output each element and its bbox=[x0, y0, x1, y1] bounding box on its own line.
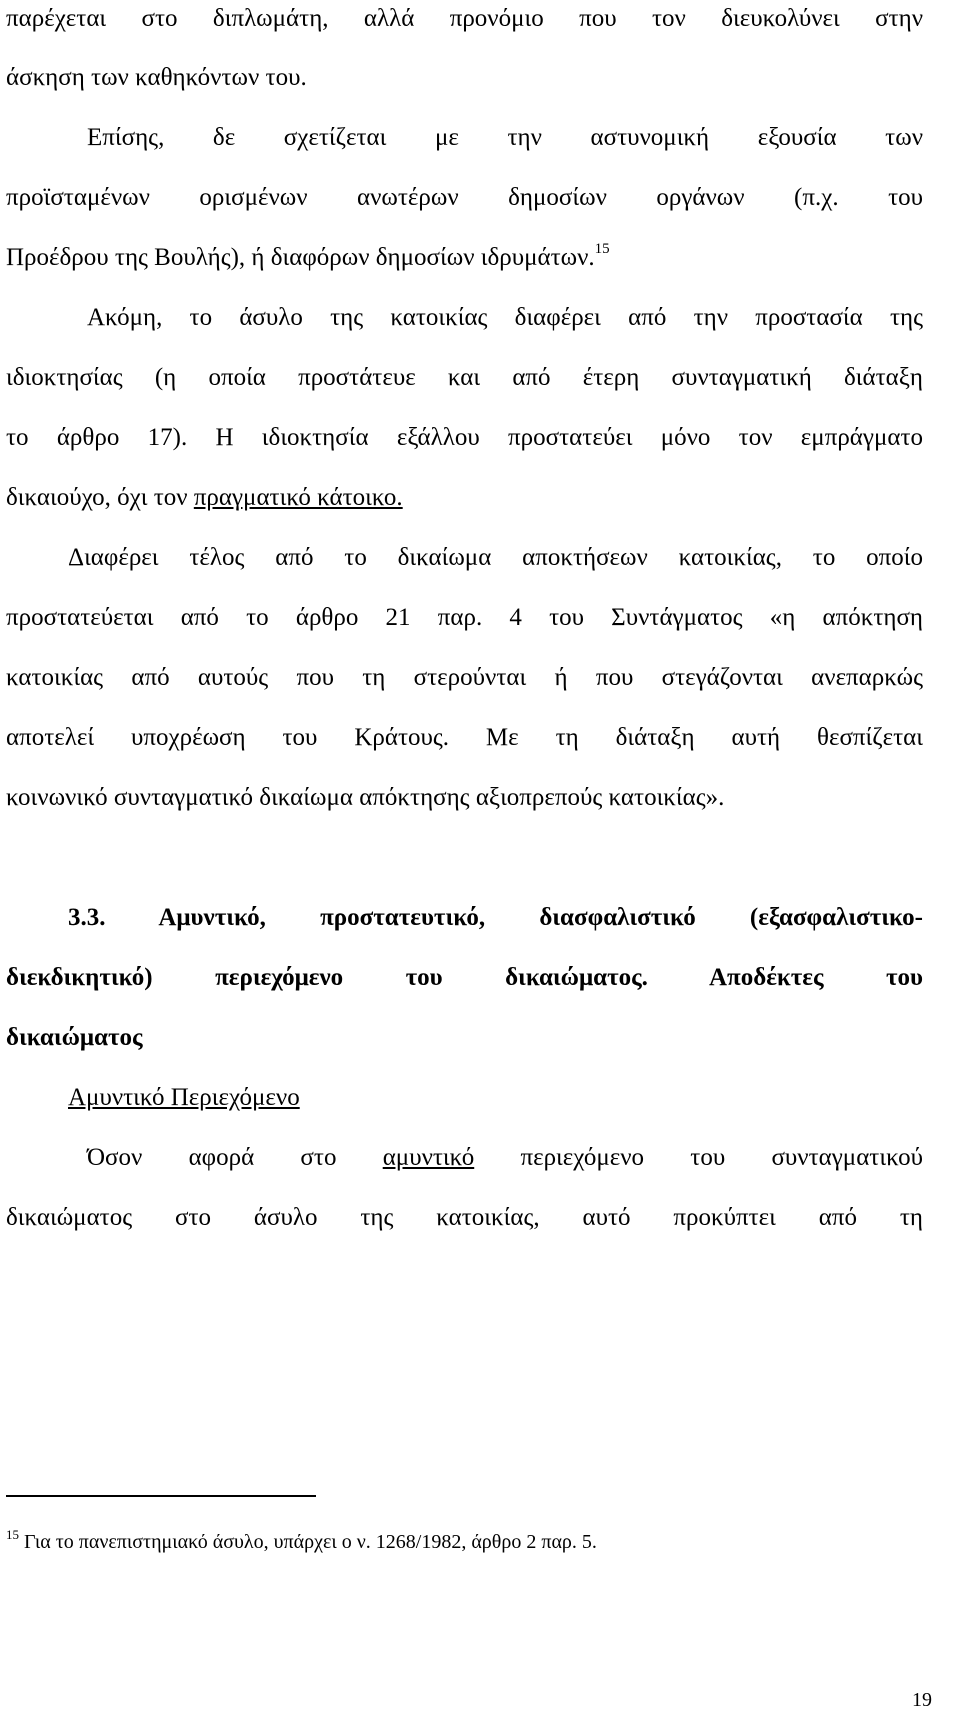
paragraph-text: περιεχόμενο του συνταγματικού bbox=[474, 1144, 923, 1171]
footnote-reference: 15 bbox=[594, 241, 610, 257]
page-number: 19 bbox=[912, 1689, 932, 1711]
paragraph-line: κατοικίας από αυτούς που τη στερούνται ή που στεγάζονται ανεπαρκώς bbox=[6, 664, 923, 691]
paragraph-line: ιδιοκτησίας (η οποία προστάτευε και από έτερη συνταγματική διάταξη bbox=[6, 364, 923, 391]
paragraph-text: δικαιούχο, όχι τον bbox=[6, 484, 194, 511]
paragraph-line: κοινωνικό συνταγματικό δικαίωμα απόκτησης αξιοπρεπούς κατοικίας». bbox=[6, 784, 725, 811]
paragraph-line: Διαφέρει τέλος από το δικαίωμα αποκτήσεων κατοικίας, το οποίο bbox=[68, 544, 923, 571]
paragraph-text: Όσον αφορά στο bbox=[87, 1144, 383, 1171]
paragraph-line: Ακόμη, το άσυλο της κατοικίας διαφέρει από την προστασία της bbox=[87, 304, 923, 331]
footnote-text: Για το πανεπιστημιακό άσυλο, υπάρχει ο ν. 1268/1982, άρθρο 2 παρ. 5. bbox=[19, 1531, 597, 1553]
paragraph-line: παρέχεται στο διπλωμάτη, αλλά προνόμιο που τον διευκολύνει στην bbox=[6, 5, 923, 32]
footnote-separator bbox=[6, 1495, 316, 1497]
paragraph-line: άσκηση των καθηκόντων του. bbox=[6, 64, 307, 91]
paragraph-line: δικαιώματος στο άσυλο της κατοικίας, αυτό προκύπτει από τη bbox=[6, 1204, 923, 1231]
footnote-number: 15 bbox=[6, 1527, 19, 1542]
paragraph-line: Επίσης, δε σχετίζεται με την αστυνομική εξουσία των bbox=[87, 124, 923, 151]
paragraph-line bbox=[6, 243, 923, 273]
paragraph-text: Προέδρου της Βουλής), ή διαφόρων δημοσίων ιδρυμάτων. bbox=[6, 244, 595, 271]
paragraph-line: αποτελεί υποχρέωση του Κράτους. Με τη διάταξη αυτή θεσπίζεται bbox=[6, 724, 923, 751]
paragraph-line: προστατεύεται από το άρθρο 21 παρ. 4 του Συντάγματος «η απόκτηση bbox=[6, 604, 923, 631]
section-heading-line: δικαιώματος bbox=[6, 1024, 143, 1051]
section-heading-line: διεκδικητικό) περιεχόμενο του δικαιώματος. Αποδέκτες του bbox=[6, 964, 923, 991]
underlined-text: αμυντικό bbox=[382, 1144, 475, 1171]
underlined-text: πραγματικό κάτοικο. bbox=[193, 484, 403, 511]
paragraph-line bbox=[6, 483, 923, 513]
paragraph-line: προϊσταμένων ορισμένων ανωτέρων δημοσίων οργάνων (π.χ. του bbox=[6, 184, 923, 211]
subheading: Αμυντικό Περιεχόμενο bbox=[68, 1084, 300, 1111]
paragraph-line: το άρθρο 17). Η ιδιοκτησία εξάλλου προστατεύει μόνο τον εμπράγματο bbox=[6, 424, 923, 451]
paragraph-line bbox=[6, 1143, 923, 1173]
footnote bbox=[6, 1527, 597, 1554]
section-heading-line: 3.3. Αμυντικό, προστατευτικό, διασφαλιστικό (εξασφαλιστικο- bbox=[68, 904, 923, 931]
